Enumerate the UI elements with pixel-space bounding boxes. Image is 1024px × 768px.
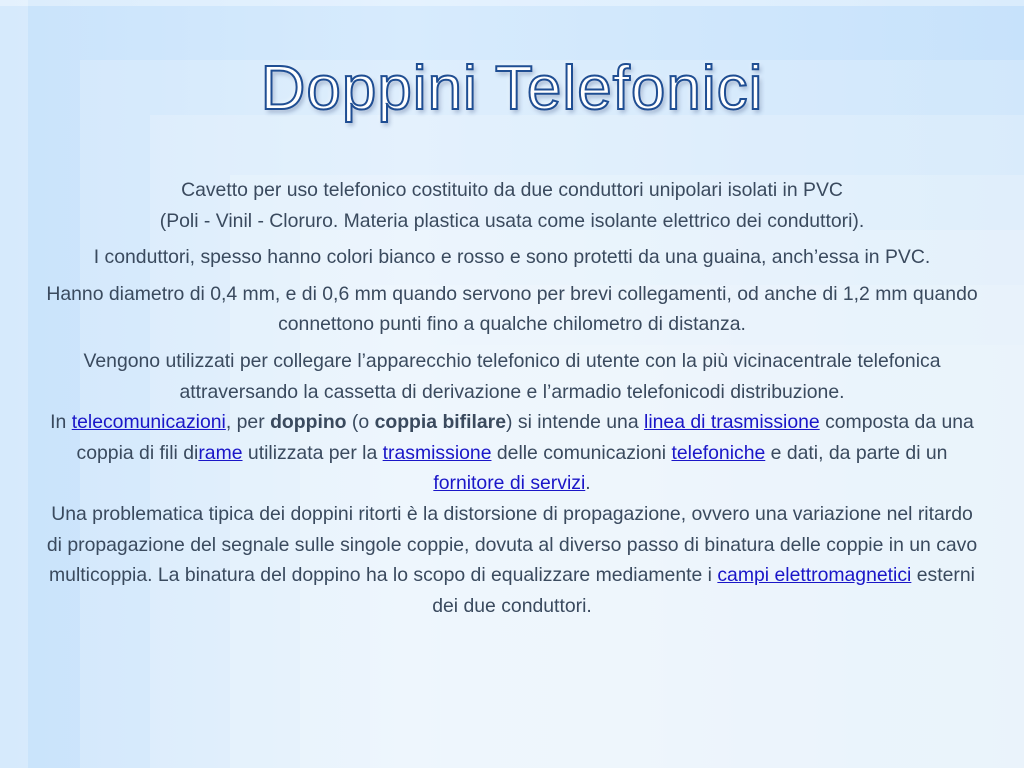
text-fragment: , per — [225, 411, 271, 434]
paragraph-conduttori: I conduttori, spesso hanno colori bianco e rosso e sono protetti da una guaina, anch’essa in PVC. — [93, 246, 931, 269]
text-line: Cavetto per uso telefonico costituito da due conduttori unipolari isolati in PVC — [181, 179, 843, 201]
text-line: (Poli - Vinil - Cloruro. Materia plastica usata come isolante elettrico dei conduttori). — [159, 209, 865, 232]
text-fragment: (o — [346, 411, 375, 434]
link-telecomunicazioni[interactable]: telecomunicazioni — [71, 411, 226, 434]
text-fragment: Una problematica tipica dei doppini ritorti è la distorsione di propagazione, ovvero una variazione nel ritardo di propagazione del segnale sulle singole coppie, dovuta al diverso passo di binatura delle coppie in un cavo multicoppia. La binatura del doppino ha lo scopo di equalizzare mediamente i — [46, 502, 978, 587]
slide-body — [46, 175, 978, 621]
text-fragment: ) si intende una — [506, 411, 645, 434]
link-linea-di-trasmissione[interactable]: linea di trasmissione — [644, 411, 820, 434]
link-telefoniche[interactable]: telefoniche — [671, 441, 766, 464]
text-fragment: esterni dei due conduttori. — [432, 564, 975, 617]
text-fragment: e dati, da parte di un — [765, 441, 948, 464]
text-fragment: utilizzata per la — [242, 441, 383, 464]
text-fragment: . — [585, 472, 591, 495]
text-fragment: delle comunicazioni — [491, 441, 672, 464]
text-fragment: In — [50, 411, 72, 434]
link-rame[interactable]: rame — [198, 441, 243, 464]
link-campi-elettromagnetici[interactable]: campi elettromagnetici — [717, 564, 912, 587]
paragraph-utilizzo: Vengono utilizzati per collegare l’apparecchio telefonico di utente con la più vicinacentrale telefonica attraversando la cassetta di derivazione e l’armadio telefonicodi distribuzione. — [83, 349, 941, 403]
bold-coppia-bifilare: coppia bifilare — [374, 411, 507, 434]
paragraph-cavetto — [46, 175, 978, 236]
text-fragment: composta da una coppia di fili di — [76, 411, 974, 464]
paragraph-problematica — [46, 499, 978, 621]
bold-doppino: doppino — [270, 411, 347, 434]
link-fornitore-di-servizi[interactable]: fornitore di servizi — [433, 472, 586, 495]
paragraph-definizione — [46, 407, 978, 499]
slide-title: Doppini Telefonici — [260, 54, 764, 123]
background-stripe — [0, 0, 1024, 6]
link-trasmissione[interactable]: trasmissione — [382, 441, 492, 464]
paragraph-diametro: Hanno diametro di 0,4 mm, e di 0,6 mm quando servono per brevi collegamenti, od anche di 1,2 mm quando connettono punti fino a qualche chilometro di distanza. — [46, 282, 978, 336]
